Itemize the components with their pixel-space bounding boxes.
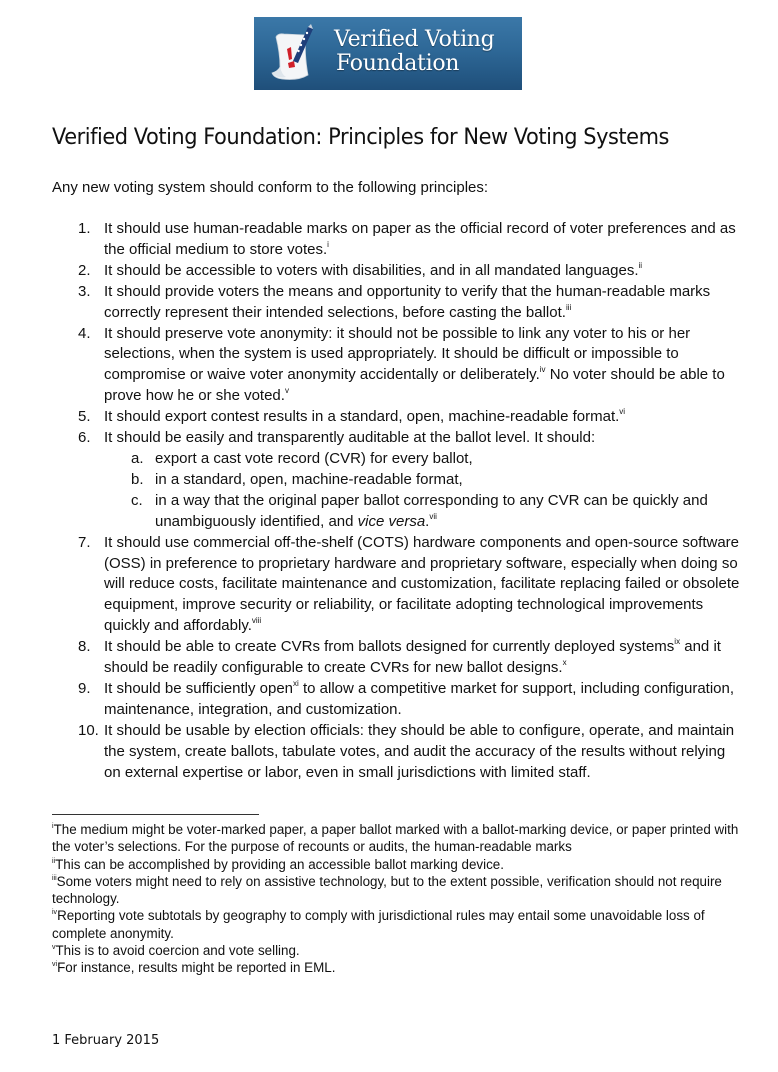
item-text: It should preserve vote anonymity: it should not be possible to link any voter to his or her selections, when the system is used appropriately. It should be difficult or impossible to compromise or waive voter anonymity accidentally or deliberately. bbox=[104, 324, 691, 384]
principle-item bbox=[52, 407, 742, 428]
logo-wordmark bbox=[334, 28, 494, 76]
footnote-ref[interactable]: ix bbox=[674, 637, 681, 647]
footnote-mark: iv bbox=[52, 909, 58, 917]
verified-voting-logo bbox=[254, 17, 522, 90]
footnote-text: For instance, results might be reported in EML. bbox=[57, 960, 336, 976]
sub-item-letter: b. bbox=[131, 470, 144, 488]
footnote-ref[interactable]: x bbox=[562, 658, 567, 668]
principle-item bbox=[52, 428, 742, 533]
footnote bbox=[52, 959, 742, 976]
item-text: It should provide voters the means and opportunity to verify that the human-readable marks correctly represent their intended selections, before casting the ballot. bbox=[104, 282, 711, 321]
footnote bbox=[52, 942, 742, 959]
footnote-text: This can be accomplished by providing an accessible ballot marking device. bbox=[55, 856, 504, 872]
sub-item-letter: a. bbox=[131, 449, 144, 467]
principle-item bbox=[52, 261, 742, 282]
item-number: 2. bbox=[78, 261, 91, 279]
footnote-ref[interactable]: iii bbox=[565, 302, 572, 312]
sub-item-text: in a way that the original paper ballot corresponding to any CVR can be quickly and unambiguously identified, and bbox=[155, 491, 708, 530]
sub-item-italic: vice versa bbox=[357, 512, 426, 530]
item-text: It should be usable by election officials: they should be able to configure, operate, and maintain the system, create ballots, tabulate votes, and audit the accuracy of the results without relying on external expertise or labor, even in small jurisdictions with limited staff. bbox=[104, 721, 735, 781]
principle-item bbox=[52, 219, 742, 261]
item-number: 7. bbox=[78, 533, 91, 551]
item-text-continued: No voter should be able to prove how he or she voted. bbox=[104, 366, 725, 405]
item-number: 9. bbox=[78, 679, 91, 697]
principle-item bbox=[52, 324, 742, 408]
principle-item bbox=[52, 533, 742, 638]
footnote-ref[interactable]: v bbox=[284, 386, 289, 396]
principle-item bbox=[52, 637, 742, 679]
footnote-mark: v bbox=[52, 944, 56, 952]
item-text: It should be sufficiently open bbox=[104, 679, 294, 697]
page-title: Verified Voting Foundation: Principles for New Voting Systems bbox=[52, 124, 669, 150]
logo-line-1: Verified Voting bbox=[334, 27, 495, 52]
ballot-check-icon bbox=[268, 23, 324, 85]
item-number: 1. bbox=[78, 220, 91, 237]
sub-item-letter: c. bbox=[131, 491, 143, 509]
item-number: 5. bbox=[78, 408, 91, 426]
item-number: 3. bbox=[78, 282, 91, 300]
footnote-ref[interactable]: i bbox=[327, 239, 329, 249]
sub-item-text: in a standard, open, machine-readable format, bbox=[155, 470, 463, 488]
principle-item bbox=[52, 282, 742, 324]
item-text: It should export contest results in a standard, open, machine-readable format. bbox=[104, 408, 620, 426]
item-text: It should use human-readable marks on paper as the official record of voter preferences and as the official medium to store votes. bbox=[104, 220, 736, 258]
footnote-mark: iii bbox=[52, 874, 57, 882]
item-text-continued: to allow a competitive market for support, including configuration, maintenance, integration, and customization. bbox=[104, 679, 735, 718]
footnotes bbox=[52, 821, 742, 977]
item-number: 4. bbox=[78, 324, 91, 342]
footnote-ref[interactable]: vii bbox=[429, 511, 437, 521]
item-text: It should use commercial off-the-shelf (COTS) hardware components and open-source software (OSS) in preference to proprietary hardware and proprietary software, especially when doing so will reduce costs, facilitate maintenance and customization, facilitate replacing failed or obsolete equipment, improve security or reliability, or facilitate adopting technological improvements quickly and affordably. bbox=[104, 533, 740, 635]
footnote-text: Reporting vote subtotals by geography to comply with jurisdictional rules may entail some unavoidable loss of complete anonymity. bbox=[52, 908, 705, 941]
item-number: 8. bbox=[78, 638, 91, 656]
item-number: 10. bbox=[78, 721, 99, 739]
intro-text: Any new voting system should conform to the following principles: bbox=[52, 179, 489, 196]
footnote-ref[interactable]: xi bbox=[293, 678, 299, 688]
footnote bbox=[52, 873, 742, 908]
item-text: It should be accessible to voters with disabilities, and in all mandated languages. bbox=[104, 261, 639, 279]
logo-line-2: Foundation bbox=[336, 51, 460, 76]
sub-item bbox=[104, 491, 742, 533]
footnote bbox=[52, 821, 742, 856]
item-text: It should be easily and transparently auditable at the ballot level. It should: bbox=[104, 429, 596, 447]
footnote-separator bbox=[52, 814, 259, 815]
footnote bbox=[52, 856, 742, 873]
sub-item-end: . bbox=[425, 512, 430, 530]
footnote-ref[interactable]: vi bbox=[619, 407, 626, 417]
footnote-mark: i bbox=[52, 823, 54, 830]
footnote-ref[interactable]: viii bbox=[251, 616, 262, 626]
footnote-text: Some voters might need to rely on assistive technology, but to the extent possible, verification should not require technology. bbox=[52, 873, 722, 907]
document-date: 1 February 2015 bbox=[52, 1033, 160, 1048]
footnote-text: This is to avoid coercion and vote selling. bbox=[55, 943, 300, 959]
item-text: It should be able to create CVRs from ballots designed for currently deployed systems bbox=[104, 638, 675, 656]
footnote bbox=[52, 907, 742, 942]
principle-item bbox=[52, 721, 742, 784]
sub-item bbox=[104, 449, 742, 470]
footnote-text: The medium might be voter-marked paper, a paper ballot marked with a ballot-marking device, or paper printed with the voter’s selections. For the purpose of recounts or audits, the human-readable marks bbox=[52, 822, 739, 855]
item-text-continued: and it should be readily configurable to create CVRs for new ballot designs. bbox=[104, 638, 721, 677]
sub-item bbox=[104, 470, 742, 491]
footnote-ref[interactable]: ii bbox=[638, 260, 643, 270]
principles-list bbox=[52, 219, 742, 783]
principle-item bbox=[52, 679, 742, 721]
sub-item-text: export a cast vote record (CVR) for every ballot, bbox=[155, 449, 473, 467]
footnote-mark: ii bbox=[52, 857, 56, 865]
footnote-mark: vi bbox=[52, 961, 58, 969]
footnote-ref[interactable]: iv bbox=[539, 365, 546, 375]
item-number: 6. bbox=[78, 429, 91, 447]
